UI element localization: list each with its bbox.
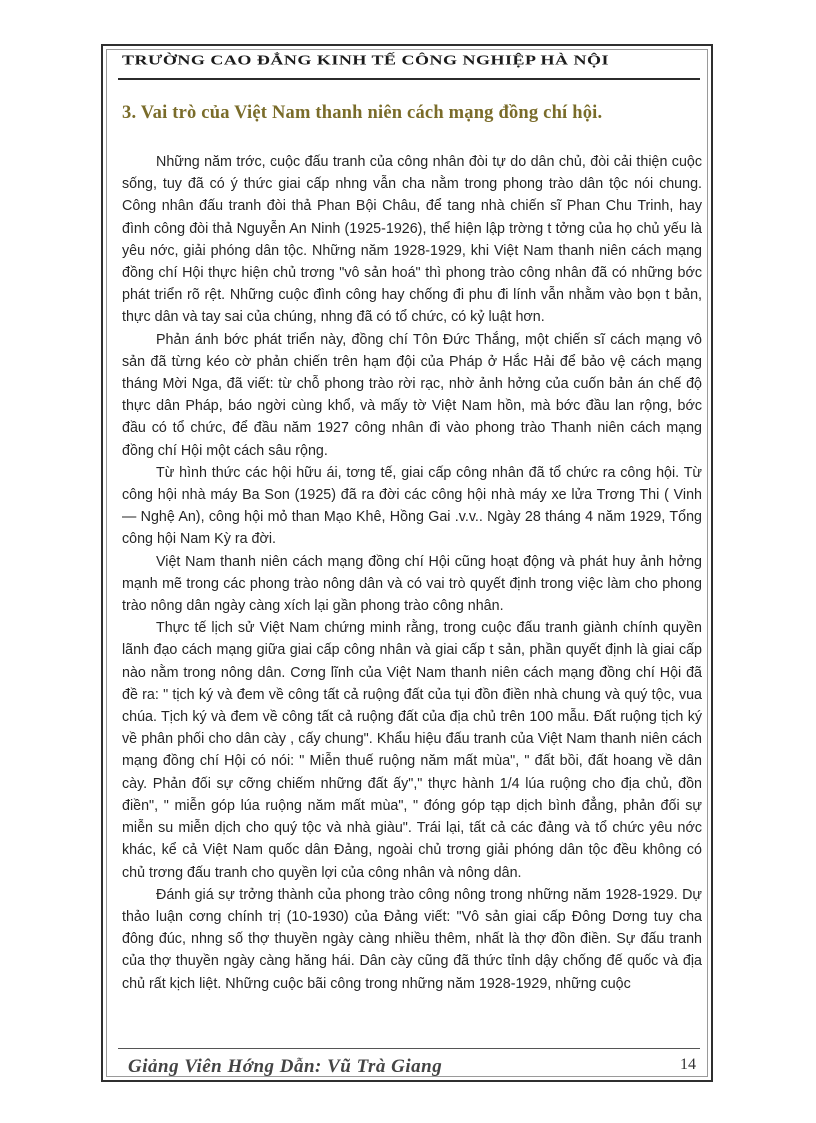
- document-body: [122, 151, 702, 995]
- paragraph: Việt Nam thanh niên cách mạng đồng chí Hội cũng hoạt động và phát huy ảnh hởng mạnh mẽ trong các phong trào nông dân và có vai trò quyết định trong việc làm cho phong trào nông dân ngày càng xích lại gần phong trào công nhân.: [122, 553, 702, 615]
- paragraph: Những năm trớc, cuộc đấu tranh của công nhân đòi tự do dân chủ, đòi cải thiện cuộc sống, tuy đã có ý thức giai cấp nhng vẫn cha nằm trong phong trào dân tộc nói chung. Công nhân đấu tranh đòi thả Phan Bội Châu, để tang nhà chiến sĩ Phan Chu Trinh, hay đình công đòi thả Nguyễn An Ninh (1925-1926), thể hiện lập trờng t tởng của họ chủ yếu là yêu nớc, giải phóng dân tộc. Những năm 1928-1929, khi Việt Nam thanh niên cách mạng đồng chí Hội thực hiện chủ trơng "vô sản hoá" thì phong trào công nhân đã có những bớc phát triển rõ rệt. Những cuộc đình công hay chống đi phu đi lính vẫn nhằm vào bọn t bản, thực dân và tay sai của chúng, nhng đã có tổ chức, có kỷ luật hơn.: [122, 154, 702, 326]
- paragraph: Phản ánh bớc phát triển này, đồng chí Tôn Đức Thắng, một chiến sĩ cách mạng vô sản đã từng kéo cờ phản chiến trên hạm đội của Pháp ở Hắc Hải để bảo vệ cách mạng tháng Mời Nga, đã viết: từ chỗ phong trào rời rạc, nhờ ảnh hởng của cuốn bản án chế độ thực dân Pháp, báo ngời cùng khổ, và mấy tờ Việt Nam hồn, mà bớc đầu lan rộng, bớc đầu có tổ chức, để đầu năm 1927 công nhân đi vào phong trào Thanh niên cách mạng đồng chí Hội một cách sâu rộng.: [122, 331, 702, 459]
- section-heading: 3. Vai trò của Việt Nam thanh niên cách mạng đồng chí hội.: [122, 103, 603, 123]
- footer-divider: [118, 1048, 700, 1049]
- paragraph: Từ hình thức các hội hữu ái, tơng tế, giai cấp công nhân đã tổ chức ra công hội. Từ công hội nhà máy Ba Son (1925) đã ra đời các công hội nhà máy xe lửa Trơng Thi ( Vinh — Nghệ An), công hội mỏ than Mạo Khê, Hồng Gai .v.v.. Ngày 28 tháng 4 năm 1929, Tổng công hội Nam Kỳ ra đời.: [122, 464, 702, 548]
- paragraph: Thực tế lịch sử Việt Nam chứng minh rằng, trong cuộc đấu tranh giành chính quyền lãnh đạo cách mạng giữa giai cấp công nhân và giai cấp t sản, phần quyết định là giai cấp nào nằm trong nông dân. Cơng lĩnh của Việt Nam thanh niên cách mạng đồng chí Hội đã đề ra: " tịch ký và đem về công tất cả ruộng đất của tụi đồn điền nhà chung và quý tộc, vua chúa. Tịch ký và đem về công tất cả ruộng đất của địa chủ trên 100 mẫu. Đất ruộng tịch ký về phân phối cho dân cày , cấy chung". Khẩu hiệu đấu tranh của Việt Nam thanh niên cách mạng đồng chí Hội có nói: " Miễn thuế ruộng năm mất mùa", " đất bồi, đất hoang về dân cày. Phản đối sự cỡng chiếm những đất ấy"," thực hành 1/4 lúa ruộng cho địa chủ, đồn điền", " miễn góp lúa ruộng năm mất mùa", " đóng góp tạp dịch bình đẳng, phản đối sự miễn su miễn dịch cho quý tộc và nhà giàu". Trái lại, tất cả các đảng và tổ chức yêu nớc khác, kể cả Việt Nam quốc dân Đảng, ngoài chủ trơng giải phóng dân tộc đều không có chủ trơng đấu tranh cho quyền lợi của công nhân và nông dân.: [122, 620, 702, 881]
- footer-author: Giảng Viên Hớng Dẫn: Vũ Trà Giang: [128, 1056, 443, 1077]
- paragraph: Đánh giá sự trởng thành của phong trào công nông trong những năm 1928-1929. Dự thảo luận cơng chính trị (10-1930) của Đảng viết: "Vô sản giai cấp Đông Dơng tuy cha đông đúc, nhng số thợ thuyền ngày càng nhiều thêm, nhất là thợ đồn điền. Sự đấu tranh của thợ thuyền ngày càng hăng hái. Dân cày cũng đã thức tỉnh dậy chống đế quốc và địa chủ rất kịch liệt. Những cuộc bãi công trong những năm 1928-1929, những cuộc: [122, 886, 702, 992]
- school-header: TRƯỜNG CAO ĐẲNG KINH TẾ CÔNG NGHIỆP HÀ NỘI: [122, 52, 610, 68]
- header-divider: [118, 78, 700, 80]
- page-number: 14: [680, 1056, 696, 1073]
